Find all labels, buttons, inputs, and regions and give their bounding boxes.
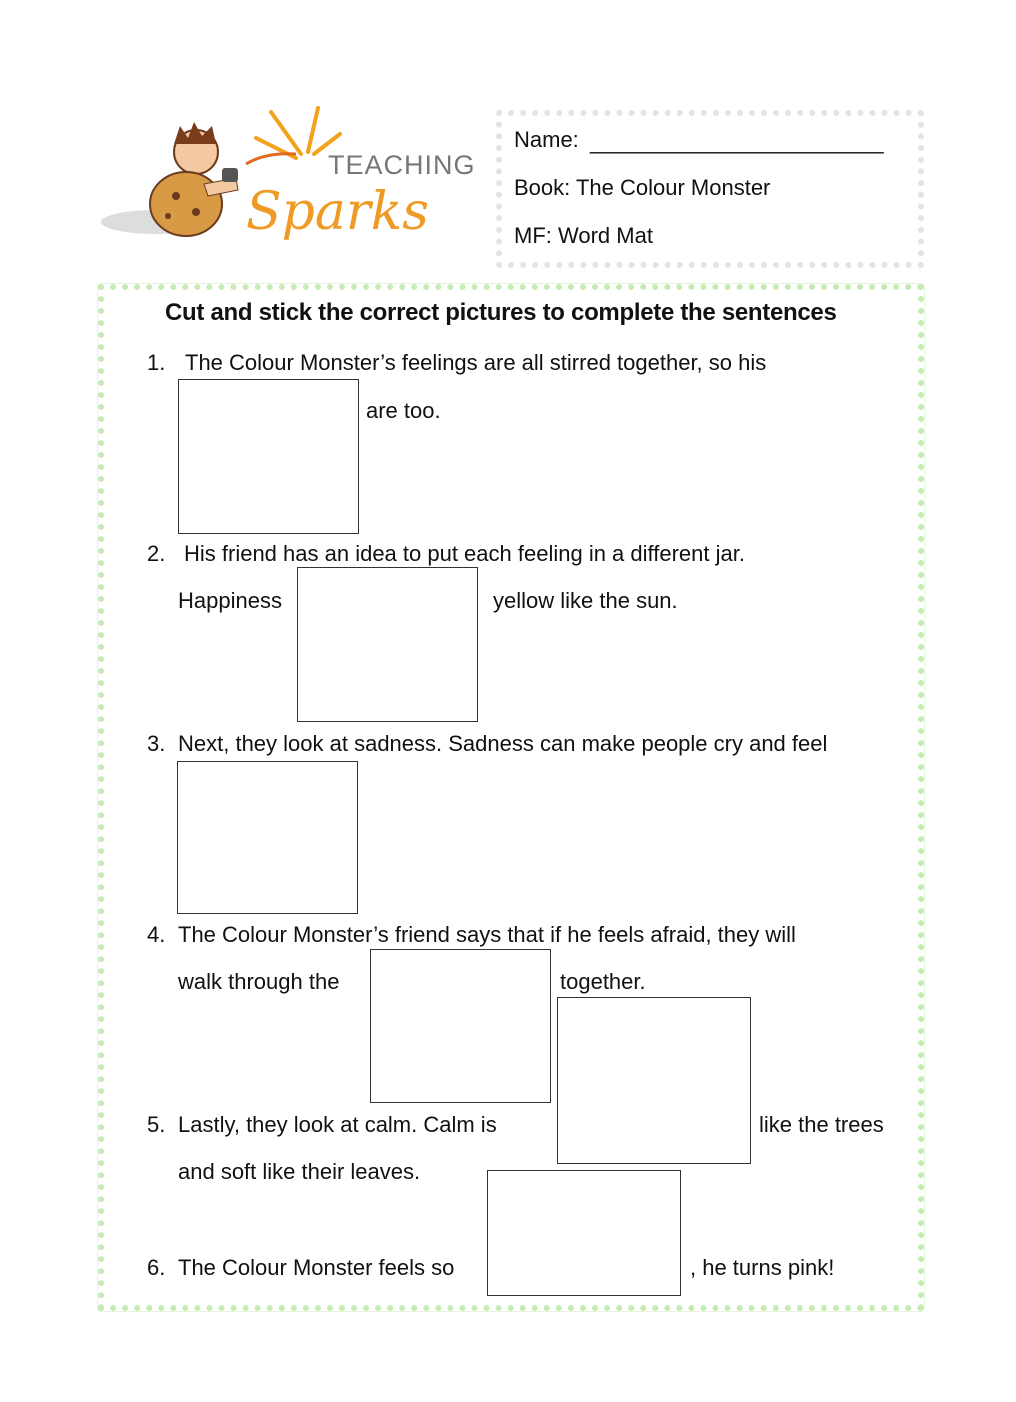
q3-picture-box[interactable]	[177, 761, 358, 914]
name-field[interactable]: ________________________	[590, 129, 884, 154]
q2-text: His friend has an idea to put each feeling in a different jar.	[184, 541, 745, 566]
q3-text: Next, they look at sadness. Sadness can make people cry and feel	[178, 731, 828, 756]
q3-number: 3.	[147, 731, 166, 756]
q4-picture-box[interactable]	[370, 949, 551, 1103]
q2-picture-box[interactable]	[297, 567, 478, 722]
q6-picture-box[interactable]	[487, 1170, 681, 1296]
q4-number: 4.	[147, 922, 166, 947]
worksheet-title: Cut and stick the correct pictures to complete the sentences	[165, 299, 837, 326]
mf-label: MF: Word Mat	[514, 223, 653, 248]
q6-after: , he turns pink!	[690, 1255, 835, 1280]
q2-after: yellow like the sun.	[493, 588, 678, 613]
q1-picture-box[interactable]	[178, 379, 359, 534]
teaching-sparks-logo	[96, 104, 476, 254]
q1-number: 1.	[147, 350, 166, 375]
book-label: Book: The Colour Monster	[514, 175, 771, 200]
q5-text: Lastly, they look at calm. Calm is	[178, 1112, 497, 1137]
q2-before: Happiness	[178, 588, 282, 613]
q4-after: together.	[560, 969, 646, 994]
q4-before: walk through the	[178, 969, 340, 994]
q4-text: The Colour Monster’s friend says that if he feels afraid, they will	[178, 922, 796, 947]
q6-text: The Colour Monster feels so	[178, 1255, 455, 1280]
q5-line2: and soft like their leaves.	[178, 1159, 421, 1184]
q5-after: like the trees	[759, 1112, 884, 1137]
q1-after: are too.	[366, 398, 441, 423]
q6-number: 6.	[147, 1255, 166, 1280]
q2-number: 2.	[147, 541, 166, 566]
logo-teaching-text: TEACHING	[328, 150, 476, 180]
q5-picture-box[interactable]	[557, 997, 751, 1164]
name-label: Name:	[514, 127, 579, 152]
q5-number: 5.	[147, 1112, 166, 1137]
logo-sparks-text: Sparks	[246, 182, 429, 242]
q1-text: The Colour Monster’s feelings are all stirred together, so his	[185, 350, 767, 375]
